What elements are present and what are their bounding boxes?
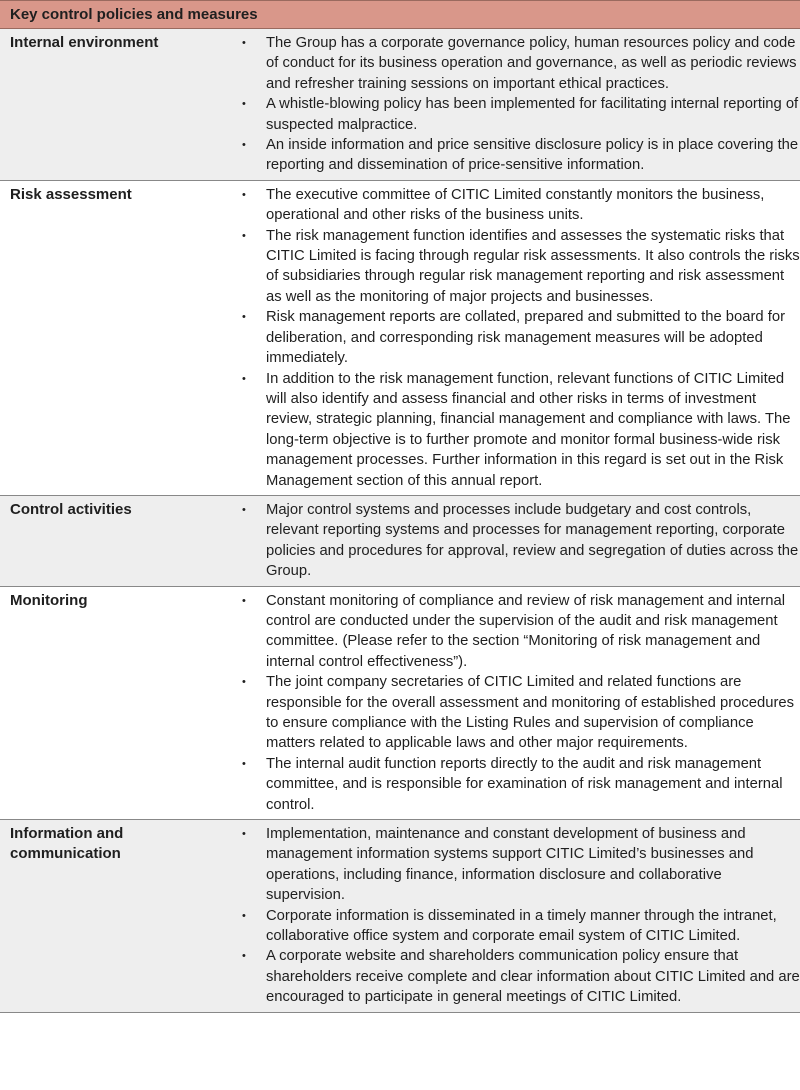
bullet-list: [230, 33, 800, 176]
bullet-text: A whistle-blowing policy has been implemented for facilitating internal reporting of suspected malpractice.: [266, 96, 799, 133]
bullet-text: The joint company secretaries of CITIC Limited and related functions are responsible for the overall assessment and monitoring of established procedures to ensure compliance with the Listing Rules and supervision of compliance matters related to applicable laws and other major requirements.: [266, 674, 795, 752]
bullet-dot-icon: •: [242, 98, 246, 111]
bullet-item: [230, 500, 800, 582]
bullet-item: [230, 94, 800, 135]
row-label: Monitoring: [10, 591, 88, 609]
bullet-dot-icon: •: [242, 372, 246, 385]
bullet-list: [230, 591, 800, 815]
bullet-dot-icon: •: [242, 909, 246, 922]
bullet-dot-icon: •: [242, 503, 246, 516]
bullet-dot-icon: •: [242, 188, 246, 201]
table-row: [0, 496, 800, 587]
bullet-dot-icon: •: [242, 139, 246, 152]
bullet-text: Constant monitoring of compliance and review of risk management and internal control are conducted under the supervision of the audit and risk management committee. (Please refer to the section “Monitoring of risk management and internal control effectiveness”).: [266, 592, 785, 670]
bullet-item: [230, 754, 800, 815]
bullet-dot-icon: •: [242, 594, 246, 607]
bullet-text: Corporate information is disseminated in a timely manner through the intranet, collaborative office system and corporate email system of CITIC Limited.: [266, 907, 777, 945]
bullet-dot-icon: •: [242, 676, 246, 689]
bullet-item: [230, 307, 800, 368]
bullet-text: The risk management function identifies and assesses the systematic risks that CITIC Limited is facing through regular risk assessments. It also controls the risks of subsidiaries through regular risk management reporting and risk assessment as well as the monitoring of major projects and businesses.: [266, 227, 800, 305]
bullet-list: [230, 185, 800, 491]
bullet-dot-icon: •: [242, 950, 246, 963]
bullet-dot-icon: •: [242, 828, 246, 841]
bullet-item: [230, 226, 800, 308]
row-label: Internal environment: [10, 34, 159, 51]
table-row: [0, 181, 800, 496]
bullet-text: Major control systems and processes include budgetary and cost controls, relevant reporting systems and processes for management reporting, corporate policies and procedures for approval, review and segregation of duties across the Group.: [266, 501, 799, 580]
bullet-item: [230, 946, 800, 1007]
table-row: [0, 820, 800, 1013]
bullet-text: The executive committee of CITIC Limited constantly monitors the business, operational and other risks of the business units.: [266, 186, 765, 224]
bullet-item: [230, 824, 800, 906]
table-row: [0, 587, 800, 820]
bullet-text: Risk management reports are collated, prepared and submitted to the board for deliberation, and corresponding risk management measures will be adopted immediately.: [266, 309, 786, 367]
bullet-text: The internal audit function reports directly to the audit and risk management committee, and is responsible for examination of risk management and internal control.: [266, 755, 783, 813]
bullet-text: The Group has a corporate governance policy, human resources policy and code of conduct for its business operation and governance, as well as periodic reviews and refresher training sessions on important ethical practices.: [266, 35, 797, 92]
bullet-dot-icon: •: [242, 37, 246, 49]
bullet-dot-icon: •: [242, 229, 246, 242]
bullet-item: [230, 591, 800, 673]
bullet-dot-icon: •: [242, 311, 246, 324]
table-body: [0, 29, 800, 1013]
row-label: Control activities: [10, 500, 132, 518]
bullet-dot-icon: •: [242, 757, 246, 770]
bullet-item: [230, 672, 800, 754]
bullet-item: [230, 906, 800, 947]
bullet-item: [230, 185, 800, 226]
row-label: Information and communication: [10, 825, 124, 863]
bullet-text: In addition to the risk management function, relevant functions of CITIC Limited will also identify and assess financial and other risks in terms of investment review, strategic planning, financial management and compliance with laws. The long-term objective is to further promote and monitor formal business-wide risk management processes. Further information in this regard is set out in the Risk Management section of this annual report.: [266, 370, 791, 489]
table-header: Key control policies and measures: [0, 0, 800, 29]
bullet-list: [230, 500, 800, 582]
row-label: Risk assessment: [10, 185, 132, 203]
bullet-item: [230, 369, 800, 491]
bullet-text: An inside information and price sensitive disclosure policy is in place covering the reporting and dissemination of price-sensitive information.: [266, 137, 799, 174]
bullet-item: [230, 135, 800, 176]
bullet-list: [230, 824, 800, 1008]
bullet-text: A corporate website and shareholders communication policy ensure that shareholders receive complete and clear information about CITIC Limited and are encouraged to participate in general meetings of CITIC Limited.: [266, 948, 800, 1006]
table-row: [0, 29, 800, 181]
bullet-item: [230, 33, 800, 94]
bullet-text: Implementation, maintenance and constant development of business and management information systems support CITIC Limited’s businesses and operations, including finance, information disclosure and collaborative supervision.: [266, 826, 754, 904]
